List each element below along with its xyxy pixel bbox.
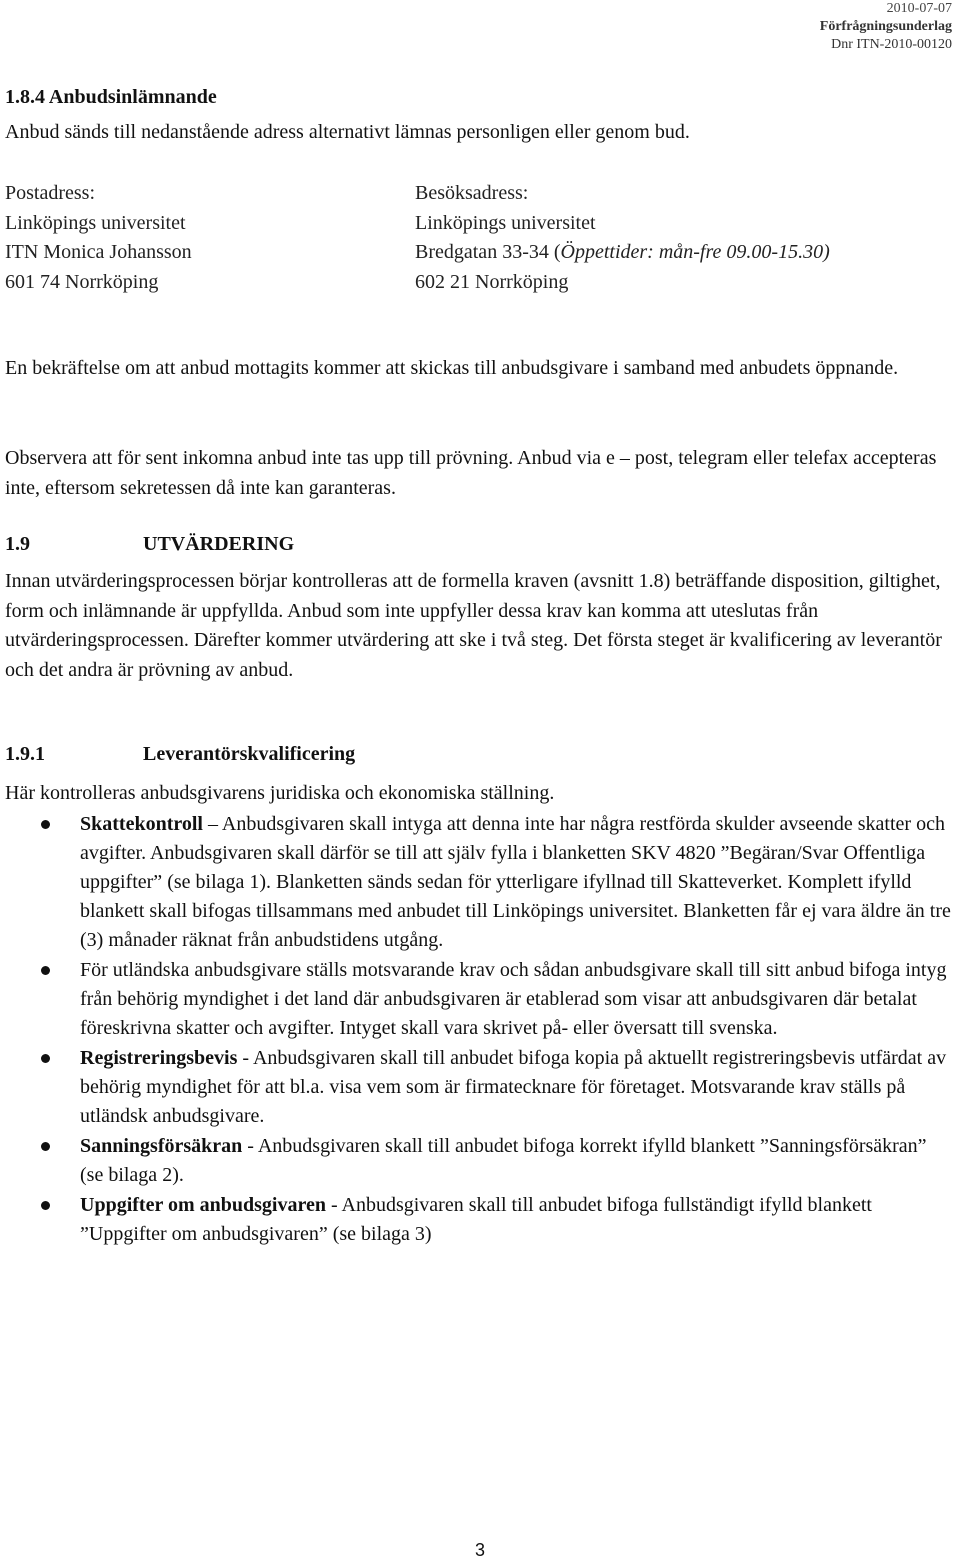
bullet-text: - Anbudsgivaren skall till anbudet bifoga korrekt ifylld blankett ”Sanningsförsäkran” (se bilaga 2). [80, 1135, 927, 1186]
section-title-19: UTVÄRDERING [143, 533, 295, 555]
page-number: 3 [474, 1540, 485, 1560]
postal-line-3: 601 74 Norrköping [5, 270, 159, 293]
confirmation-paragraph: En bekräftelse om att anbud mottagits kommer att skickas till anbudsgivare i samband med anbudets öppnande. [5, 357, 899, 379]
page-header [820, 0, 952, 54]
bullet-icon [41, 1201, 50, 1210]
postal-label: Postadress: [5, 182, 95, 204]
visit-line-2 [415, 238, 830, 268]
postal-address [5, 179, 192, 297]
bullet-text: - Anbudsgivaren skall till anbudet bifoga kopia på aktuellt registreringsbevis utfärdat av behörig myndighet för att bl.a. visa vem som är firmatecknare för företaget. Motsvarande krav ställs på utländsk anbudsgivare. [80, 1047, 947, 1127]
list-item [0, 810, 960, 955]
bullet-icon [41, 1142, 50, 1151]
bullet-icon [41, 966, 50, 975]
bullet-icon [41, 820, 50, 829]
bullet-term: Skattekontroll [80, 813, 203, 835]
submission-intro: Anbud sänds till nedanstående adress alternativt lämnas personligen eller genom bud. [5, 121, 690, 143]
visit-line-3: 602 21 Norrköping [415, 270, 569, 293]
qualification-intro: Här kontrolleras anbudsgivarens juridiska och ekonomiska ställning. [5, 782, 555, 804]
section-number-19: 1.9 [5, 533, 30, 555]
late-submission-paragraph: Observera att för sent inkomna anbud inte tas upp till prövning. Anbud via e – post, telegram eller telefax accepteras inte, eftersom sekretessen då inte kan garanteras. [5, 447, 937, 499]
list-item [0, 1132, 960, 1190]
postal-line-2: ITN Monica Johansson [5, 241, 192, 263]
list-item [0, 956, 960, 1043]
header-doc-type: Förfrågningsunderlag [819, 19, 952, 34]
visit-label: Besöksadress: [415, 182, 529, 204]
visit-hours: Öppettider: mån-fre 09.00-15.30) [560, 241, 830, 263]
bullet-text: För utländska anbudsgivare ställs motsvarande krav och sådan anbudsgivare skall till sitt anbud bifoga intyg från behörig myndighet i det land där anbudsgivaren är etablerad som visar att anbudsgivaren där betalat föreskrivna skatter och avgifter. Intyget skall vara skrivet på- eller översatt till svenska. [80, 959, 947, 1039]
section-heading-184: 1.8.4 Anbudsinlämnande [5, 86, 217, 108]
header-dnr: Dnr ITN-2010-00120 [831, 37, 952, 52]
bullet-text: – Anbudsgivaren skall intyga att denna inte har några restförda skulder avseende skatter och avgifter. Anbudsgivaren skall därför se till att själv fylla i blanketten SKV 4820 ”Begäran/Svar Offentliga uppgifter” (se bilaga 1). Blanketten sänds sedan för ytterligare ifyllnad till Skatteverket. Komplett ifylld blankett skall bifogas tillsammans med anbudet till Linköpings universitet. Blanketten får ej vara äldre än tre (3) månader räknat från anbudstidens utgång. [80, 813, 951, 951]
list-item [0, 1191, 960, 1249]
bullet-term: Sanningsförsäkran [80, 1135, 243, 1157]
postal-line-1: Linköpings universitet [5, 211, 186, 234]
bullet-term: Registreringsbevis [80, 1047, 238, 1069]
list-item [0, 1044, 960, 1131]
bullet-term: Uppgifter om anbudsgivaren [80, 1194, 326, 1216]
header-date: 2010-07-07 [886, 1, 952, 16]
qualification-bullet-list [0, 810, 960, 1249]
evaluation-paragraph: Innan utvärderingsprocessen börjar kontrolleras att de formella kraven (avsnitt 1.8) beträffande disposition, giltighet, form och inlämnande är uppfyllda. Anbud som inte uppfyller dessa krav kan komma att uteslutas från utvärderingsprocessen. Därefter kommer utvärdering att ske i två steg. Det första steget är kvalificering av leverantör och det andra är prövning av anbud. [5, 570, 942, 681]
bullet-text: - Anbudsgivaren skall till anbudet bifoga fullständigt ifylld blankett ”Uppgifter om anbudsgivaren” (se bilaga 3) [80, 1194, 872, 1245]
section-number-191: 1.9.1 [5, 743, 45, 765]
visiting-address [415, 179, 830, 297]
visit-line-1: Linköpings universitet [415, 211, 596, 234]
visit-street: Bredgatan 33-34 ( [415, 241, 561, 263]
section-title-191: Leverantörskvalificering [143, 743, 356, 765]
bullet-icon [41, 1054, 50, 1063]
